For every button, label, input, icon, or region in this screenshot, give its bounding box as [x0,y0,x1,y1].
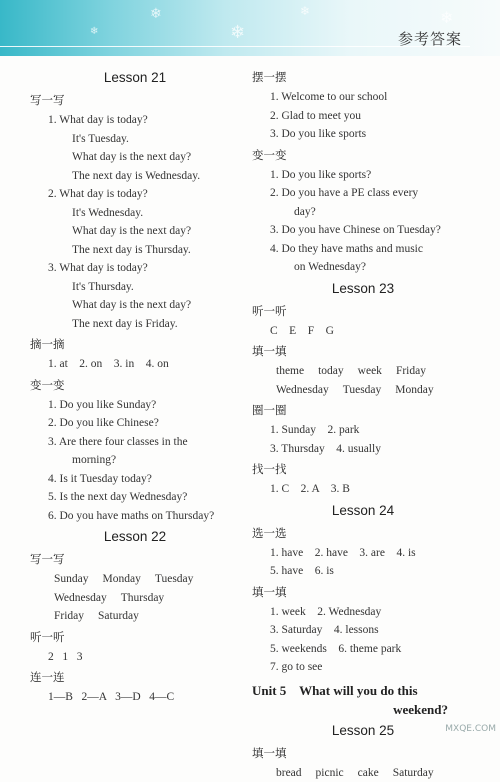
section-label: 填一填 [252,342,474,360]
answer-line: 1. Do you like Sunday? [30,396,240,415]
answer-line: 3. Do you like sports [252,125,474,144]
word-row: Wednesday Thursday [30,589,240,608]
lesson-title: Lesson 21 [30,70,240,85]
answer-line: 3. Are there four classes in the [30,433,240,452]
watermark: MXQE.COM [445,724,496,734]
answer-group [30,111,240,333]
answer-line: 1. Welcome to our school [252,88,474,107]
answer-line: The next day is Wednesday. [30,167,240,186]
answer-line: It's Wednesday. [30,204,240,223]
word-row: Wednesday Tuesday Monday [252,381,474,400]
answer-line: 3. Do you have Chinese on Tuesday? [252,221,474,240]
answer-line: morning? [30,451,240,470]
answer-line: 5. Is the next day Wednesday? [30,488,240,507]
section-label: 写一写 [30,550,240,568]
answer-line: 2. What day is today? [30,185,240,204]
word-row: theme today week Friday [252,362,474,381]
answer-line: 1. Sunday 2. park [252,421,474,440]
answer-line: What day is the next day? [30,222,240,241]
section-label: 填一填 [252,583,474,601]
unit-heading-line1: Unit 5 What will you do this [252,683,418,698]
answer-line: 1. C 2. A 3. B [252,480,474,499]
answer-line: What day is the next day? [30,148,240,167]
answer-line: 4. Is it Tuesday today? [30,470,240,489]
answer-line: It's Thursday. [30,278,240,297]
answer-line: 3. Thursday 4. usually [252,440,474,459]
answer-line: 6. Do you have maths on Thursday? [30,507,240,526]
answer-line: 4. Do they have maths and music [252,240,474,259]
answer-line: 5. have 6. is [252,562,474,581]
lesson-title: Lesson 23 [252,281,474,296]
section-label: 听一听 [252,302,474,320]
word-row: Sunday Monday Tuesday [30,570,240,589]
snowflake-icon: ❄ [230,22,245,43]
answer-line: The next day is Friday. [30,315,240,334]
snowflake-icon: ❄ [90,26,98,37]
section-label: 摆一摆 [252,68,474,86]
unit-heading [252,681,474,719]
section-label: 听一听 [30,628,240,646]
answer-line: day? [252,203,474,222]
answer-line: on Wednesday? [252,258,474,277]
left-column [30,70,240,707]
word-row: bread picnic cake Saturday [252,764,474,782]
answer-line: 1. have 2. have 3. are 4. is [252,544,474,563]
section-label: 摘一摘 [30,335,240,353]
answer-line: C E F G [252,322,474,341]
snowflake-icon: ❄ [150,6,162,22]
snowflake-icon: ❄ [300,4,310,18]
section-label: 写一写 [30,91,240,109]
section-label: 变一变 [252,146,474,164]
answer-line: 1. at 2. on 3. in 4. on [30,355,240,374]
snowflake-icon: ❄ [440,8,453,27]
section-label: 填一填 [252,744,474,762]
section-label: 圈一圈 [252,401,474,419]
lesson-title: Lesson 22 [30,529,240,544]
answer-line: 1. week 2. Wednesday [252,603,474,622]
right-column [252,66,474,782]
section-label: 选一选 [252,524,474,542]
answer-line: 1—B 2—A 3—D 4—C [30,688,240,707]
answer-line: 3. What day is today? [30,259,240,278]
answer-line: What day is the next day? [30,296,240,315]
page-header-title: 参考答案 [398,28,462,49]
answer-line: 2. Do you like Chinese? [30,414,240,433]
answer-line: 7. go to see [252,658,474,677]
answer-line: The next day is Thursday. [30,241,240,260]
answer-line: 1. What day is today? [30,111,240,130]
unit-heading-line2: weekend? [252,700,474,719]
word-row: Friday Saturday [30,607,240,626]
answer-line: 5. weekends 6. theme park [252,640,474,659]
answer-line: 2 1 3 [30,648,240,667]
answer-line: 2. Do you have a PE class every [252,184,474,203]
answer-line: 1. Do you like sports? [252,166,474,185]
answer-line: 2. Glad to meet you [252,107,474,126]
answer-line: 3. Saturday 4. lessons [252,621,474,640]
lesson-title: Lesson 25 [252,723,474,738]
section-label: 变一变 [30,376,240,394]
section-label: 找一找 [252,460,474,478]
answer-line: It's Tuesday. [30,130,240,149]
lesson-title: Lesson 24 [252,503,474,518]
section-label: 连一连 [30,668,240,686]
